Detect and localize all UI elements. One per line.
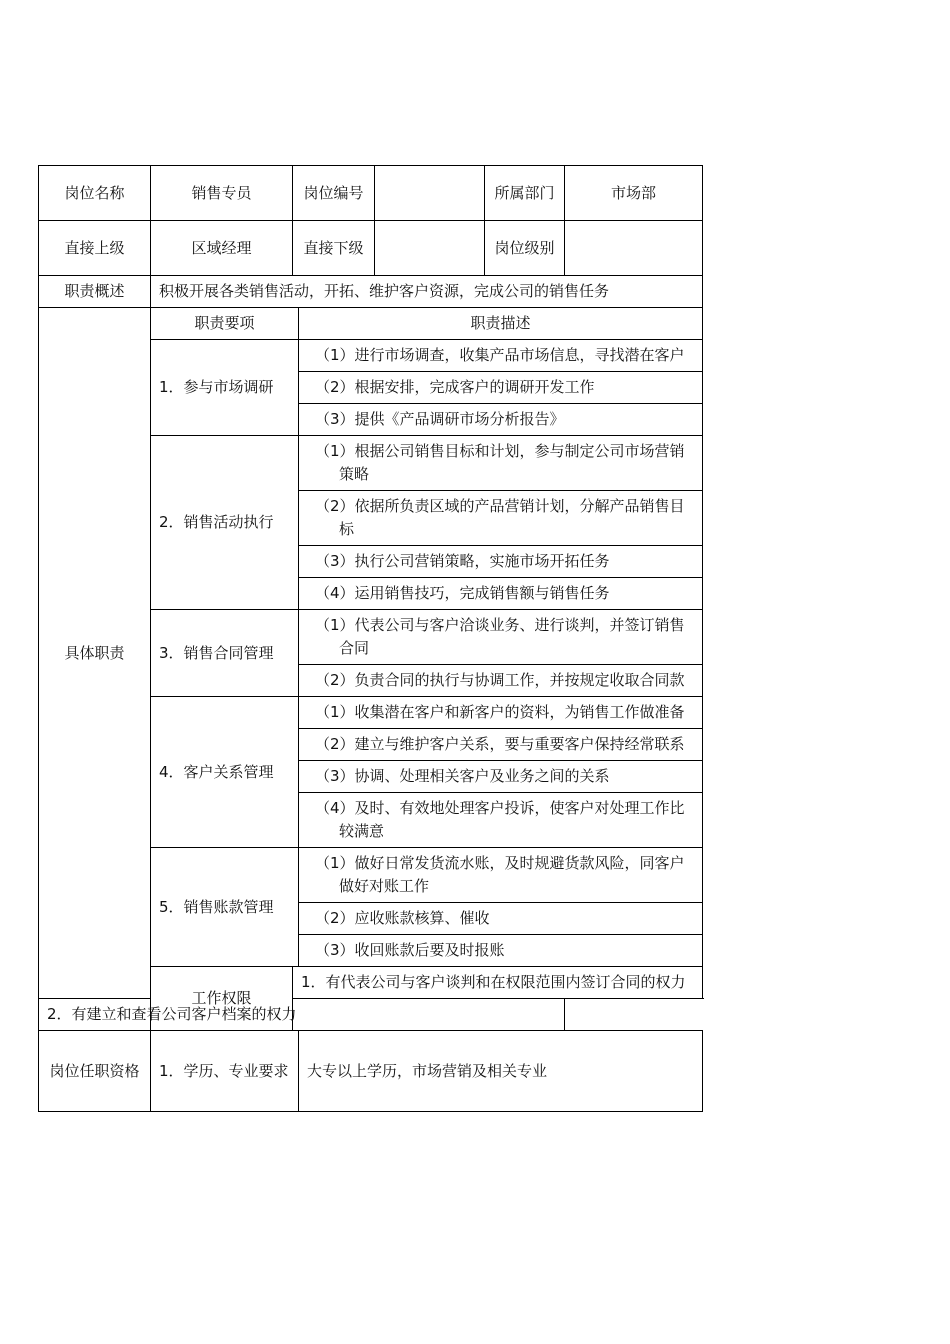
duty-item: （4）运用销售技巧，完成销售额与销售任务: [299, 578, 703, 610]
duty-item: （2）应收账款核算、催收: [299, 903, 703, 935]
department-label: 所属部门: [485, 166, 565, 221]
superior-label: 直接上级: [39, 221, 151, 276]
duties-col-item: 职责要项: [151, 308, 299, 340]
position-code-value: [375, 166, 485, 221]
authority-item: 2．有建立和查看公司客户档案的权力: [39, 999, 565, 1031]
header-row-2: [39, 221, 703, 276]
duty-item: （1）收集潜在客户和新客户的资料，为销售工作做准备: [299, 697, 703, 729]
duty-item: （1）进行市场调查，收集产品市场信息，寻找潜在客户: [299, 340, 703, 372]
duty-item: （1）做好日常发货流水账，及时规避货款风险，同客户做好对账工作: [299, 848, 703, 903]
duty-item: （1）根据公司销售目标和计划，参与制定公司市场营销策略: [299, 436, 703, 491]
duty-item: （2）负责合同的执行与协调工作，并按规定收取合同款: [299, 665, 703, 697]
level-label: 岗位级别: [485, 221, 565, 276]
duty-group-title: 4．客户关系管理: [151, 697, 299, 848]
duty-item: （2）依据所负责区域的产品营销计划，分解产品销售目标: [299, 491, 703, 546]
duties-col-desc: 职责描述: [299, 308, 703, 340]
duty-item: （3）收回账款后要及时报账: [299, 935, 703, 967]
duty-item: （3）执行公司营销策略，实施市场开拓任务: [299, 546, 703, 578]
position-code-label: 岗位编号: [293, 166, 375, 221]
authority-row: [39, 999, 703, 1031]
overview-row: [39, 276, 703, 308]
duty-item: （2）根据安排，完成客户的调研开发工作: [299, 372, 703, 404]
level-value: [565, 221, 703, 276]
qualification-row: [39, 1031, 703, 1112]
duty-group-title: 5．销售账款管理: [151, 848, 299, 967]
overview-label: 职责概述: [39, 276, 151, 308]
qualification-label: 岗位任职资格: [39, 1031, 151, 1112]
duty-item: （3）提供《产品调研市场分析报告》: [299, 404, 703, 436]
subordinate-value: [375, 221, 485, 276]
qualification-item-label: 1．学历、专业要求: [151, 1031, 299, 1112]
qualification-item-value: 大专以上学历，市场营销及相关专业: [299, 1031, 703, 1112]
department-value: 市场部: [565, 166, 703, 221]
authority-label: 工作权限: [151, 967, 293, 1031]
authority-item: 1．有代表公司与客户谈判和在权限范围内签订合同的权力: [293, 967, 703, 999]
job-description-table: [38, 165, 703, 1112]
superior-value: 区域经理: [151, 221, 293, 276]
duties-label: 具体职责: [39, 308, 151, 999]
subordinate-label: 直接下级: [293, 221, 375, 276]
duty-item: （1）代表公司与客户洽谈业务、进行谈判，并签订销售合同: [299, 610, 703, 665]
duty-item: （4）及时、有效地处理客户投诉，使客户对处理工作比较满意: [299, 793, 703, 848]
overview-text: 积极开展各类销售活动，开拓、维护客户资源，完成公司的销售任务: [151, 276, 703, 308]
position-name-value: 销售专员: [151, 166, 293, 221]
duty-group-title: 2．销售活动执行: [151, 436, 299, 610]
duty-group-title: 1．参与市场调研: [151, 340, 299, 436]
duty-group-title: 3．销售合同管理: [151, 610, 299, 697]
duty-item: （2）建立与维护客户关系，要与重要客户保持经常联系: [299, 729, 703, 761]
header-row-1: [39, 166, 703, 221]
duties-header-row: [39, 308, 703, 340]
position-name-label: 岗位名称: [39, 166, 151, 221]
duty-item: （3）协调、处理相关客户及业务之间的关系: [299, 761, 703, 793]
